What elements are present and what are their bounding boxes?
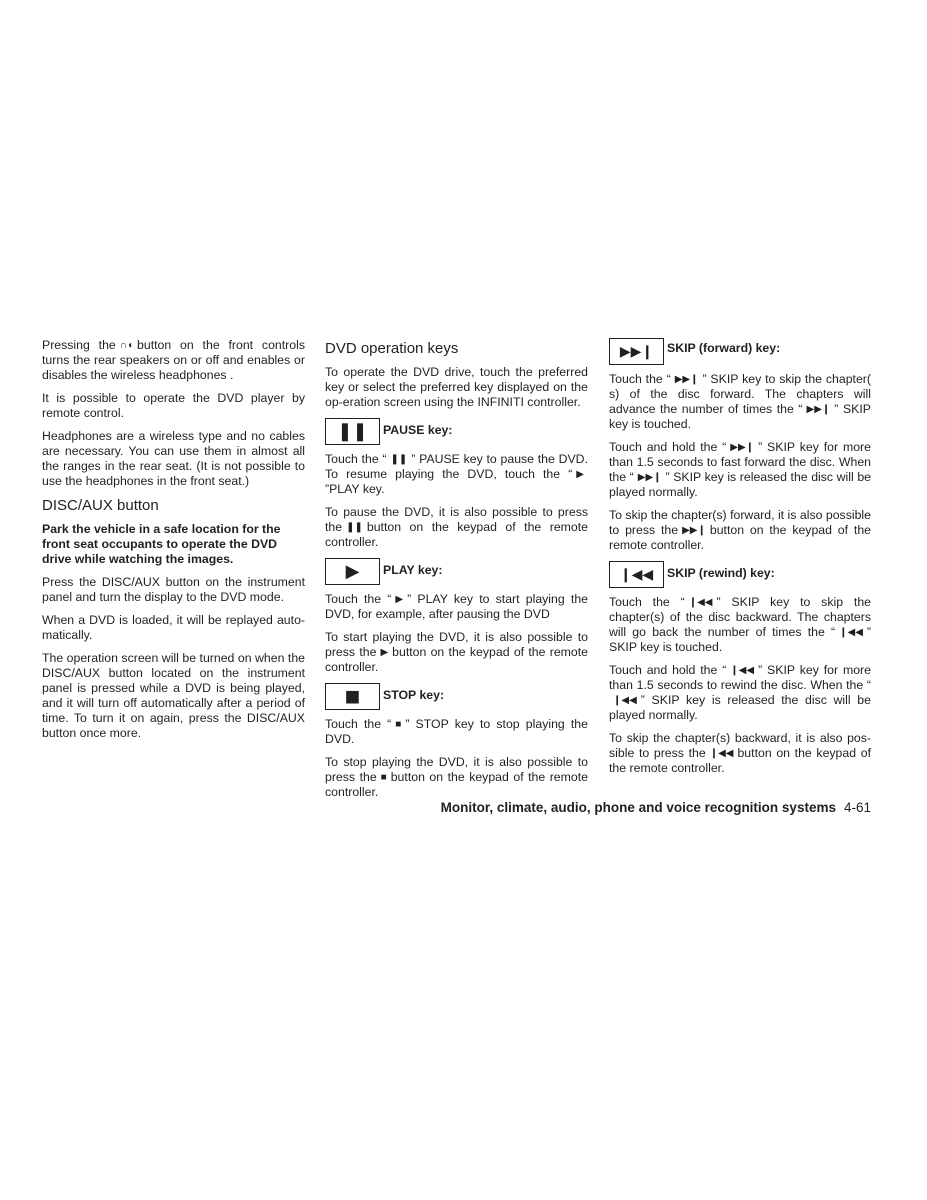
text: To skip the chapter(s) backward, it is also pos-sible to press the — [609, 731, 871, 760]
heading-dvd-keys: DVD operation keys — [325, 340, 459, 357]
text: button on the keypad of the remote controller. — [609, 746, 871, 775]
text: ”PLAY key. — [325, 482, 385, 496]
text: To start playing the DVD, it is also possible to press the — [325, 630, 588, 659]
skip-rewind-icon: ❙◀◀ — [688, 597, 713, 608]
paragraph-skipr-1 — [609, 595, 871, 655]
skip-rewind-key-icon: ❙◀◀ — [609, 561, 664, 588]
paragraph-skipr-2 — [609, 663, 871, 723]
stop-key-icon: ■ — [325, 683, 380, 710]
paragraph-play-2 — [325, 630, 588, 675]
play-icon: ▶ — [576, 469, 584, 480]
skip-forward-key-row — [609, 338, 871, 365]
text: ” PLAY key to start playing the DVD, for example, after pausing the DVD — [325, 592, 588, 621]
text: Touch the “ — [325, 717, 392, 731]
pause-key-row — [325, 418, 588, 445]
pause-key-icon: ❚❚ — [325, 418, 380, 445]
text: ” PAUSE key to pause the DVD. To resume playing the DVD, touch the “ — [325, 452, 588, 481]
stop-icon: ■ — [395, 719, 402, 730]
middle-column — [325, 338, 588, 808]
play-key-row — [325, 558, 588, 585]
paragraph-intro: To operate the DVD drive, touch the preferred key or select the preferred key displayed on the op-eration screen using the INFINITI controller. — [325, 365, 588, 409]
paragraph-disc-aux: Press the DISC/AUX button on the instrument panel and turn the display to the DVD mode. — [42, 575, 305, 604]
skip-rewind-icon: ❙◀◀ — [730, 665, 755, 676]
text: ” SKIP key is touched. — [609, 625, 871, 654]
skip-forward-icon: ▶▶❙ — [637, 472, 662, 483]
play-icon: ▶ — [380, 647, 389, 658]
skip-forward-icon: ▶▶❙ — [806, 404, 831, 415]
play-key-icon: ▶ — [325, 558, 380, 585]
text: Touch the “ — [609, 595, 685, 609]
paragraph-skipf-2 — [609, 440, 871, 500]
page-footer — [330, 799, 871, 817]
pause-icon: ❚❚ — [346, 522, 363, 533]
text: button on the keypad of the remote controller. — [609, 523, 871, 552]
text: Touch and hold the “ — [609, 440, 727, 454]
text: ” SKIP key for more than 1.5 seconds to rewind the disc. When the “ — [609, 663, 871, 692]
skip-forward-icon: ▶▶❙ — [674, 374, 699, 385]
play-icon: ▶ — [395, 594, 404, 605]
text: ” SKIP key is touched. — [609, 402, 871, 431]
text: ” STOP key to stop playing the DVD. — [325, 717, 588, 746]
section-title: Monitor, climate, audio, phone and voice recognition systems — [440, 800, 836, 815]
skip-rewind-key-row — [609, 561, 871, 588]
text: button on the keypad of the remote controller. — [325, 520, 588, 549]
stop-key-label: STOP key: — [383, 688, 445, 702]
pause-icon: ❚❚ — [390, 454, 408, 465]
paragraph-stop-2 — [325, 755, 588, 800]
text: ” SKIP key for more than 1.5 seconds to fast forward the disc. When the “ — [609, 440, 871, 484]
warning-text: Park the vehicle in a safe location for the front seat occupants to operate the DVD drive while watching the images. — [42, 522, 281, 566]
paragraph-stop-1 — [325, 717, 588, 747]
left-column — [42, 338, 305, 749]
text: button on the keypad of the remote controller. — [325, 645, 588, 674]
text: Pressing the — [42, 338, 116, 352]
paragraph-skipr-3 — [609, 731, 871, 776]
pause-key-label: PAUSE key: — [383, 423, 453, 437]
text: ” SKIP key is released the disc will be played normally. — [609, 693, 871, 722]
text: Touch and hold the “ — [609, 663, 727, 677]
skip-rewind-icon: ❙◀◀ — [613, 695, 637, 706]
stop-key-row — [325, 683, 588, 710]
paragraph-skipf-3 — [609, 508, 871, 553]
text: ” SKIP key to skip the chapter(s) of the disc backward. The chapters will go back the number of times the “ — [609, 595, 871, 639]
text: To pause the DVD, it is also possible to press the — [325, 505, 588, 534]
text: button on the keypad of the remote controller. — [325, 770, 588, 799]
paragraph-skipf-1 — [609, 372, 871, 432]
skip-rewind-key-label: SKIP (rewind) key: — [667, 566, 775, 580]
text: ” SKIP key to skip the chapter( s) of the disc forward. The chapters will advance the number of times the “ — [609, 372, 871, 416]
paragraph-pause-1 — [325, 452, 588, 497]
right-column — [609, 338, 871, 784]
text: Touch the “ — [609, 372, 671, 386]
paragraph-dvd-loaded: When a DVD is loaded, it will be replayed auto-matically. — [42, 613, 305, 642]
paragraph-remote: It is possible to operate the DVD player by remote control. — [42, 391, 305, 420]
heading-disc-aux: DISC/AUX button — [42, 497, 159, 514]
play-key-label: PLAY key: — [383, 563, 443, 577]
paragraph-play-1 — [325, 592, 588, 622]
text: Touch the “ — [325, 452, 387, 466]
paragraph-wireless: Headphones are a wireless type and no cables are necessary. You can use them in almost all the ranges in the rear seat. (It is not possible to use the headphones in the front seat.) — [42, 429, 305, 488]
skip-forward-icon: ▶▶❙ — [730, 442, 755, 453]
paragraph-operation-screen: The operation screen will be turned on when the DISC/AUX button located on the instrument panel is pressed while a DVD is being played, and it will turn off automatically after a period of time. To turn it on again, press the DISC/AUX button once more. — [42, 651, 305, 740]
text: ” SKIP key is released the disc will be played normally. — [609, 470, 871, 499]
stop-icon: ■ — [380, 772, 387, 783]
text: button on the front controls turns the rear speakers on or off and enables or disables the wireless headphones . — [42, 338, 305, 382]
skip-forward-key-icon: ▶▶❙ — [609, 338, 664, 365]
page-number: 4-61 — [843, 800, 871, 815]
text: Touch the “ — [325, 592, 392, 606]
text: To skip the chapter(s) forward, it is also possible to press the — [609, 508, 871, 537]
skip-forward-key-label: SKIP (forward) key: — [667, 341, 781, 355]
skip-rewind-icon: ❙◀◀ — [839, 627, 863, 638]
paragraph-pause-2 — [325, 505, 588, 550]
skip-forward-icon: ▶▶❙ — [682, 525, 706, 536]
skip-rewind-icon: ❙◀◀ — [709, 748, 734, 759]
text: To stop playing the DVD, it is also possible to press the — [325, 755, 588, 784]
headphone-icon: ∩◖ — [119, 340, 134, 351]
paragraph-headphones-button — [42, 338, 305, 383]
